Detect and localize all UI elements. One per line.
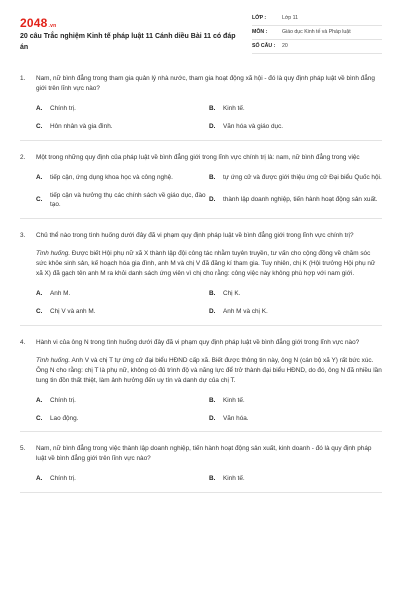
option-letter: B. bbox=[209, 104, 216, 112]
situation-label: Tình huống. bbox=[36, 250, 71, 258]
meta-label: SỐ CÂU : bbox=[252, 43, 276, 50]
option-letter: D. bbox=[209, 122, 216, 130]
option-letter: A. bbox=[36, 396, 43, 404]
option-text: Kinh tế. bbox=[223, 396, 245, 404]
option-text: tự ứng cử và được giới thiệu ứng cử Đại biểu Quốc hội. bbox=[223, 173, 382, 181]
meta-value[interactable]: Giáo dục Kinh tế và Pháp luật bbox=[282, 29, 351, 36]
question-number: 2. bbox=[20, 153, 26, 161]
page-header bbox=[20, 12, 382, 58]
answer-option[interactable] bbox=[36, 173, 209, 183]
answer-option[interactable] bbox=[209, 474, 382, 484]
option-letter: A. bbox=[36, 290, 43, 298]
option-text: Văn hóa và giáo dục. bbox=[223, 122, 284, 130]
meta-label: MÔN : bbox=[252, 29, 268, 36]
option-letter: A. bbox=[36, 475, 43, 483]
answer-options bbox=[20, 173, 382, 211]
answer-option[interactable] bbox=[36, 289, 209, 299]
answer-option[interactable] bbox=[209, 396, 382, 406]
question-text: Một trong những quy định của pháp luật về bình đẳng giới trong lĩnh vực chính trị là: nam, nữ bình đẳng trong việc bbox=[36, 153, 360, 161]
question-text: Chủ thể nào trong tình huống dưới đây đã vi phạm quy định pháp luật về bình đẳng giới trong lĩnh vực chính trị? bbox=[36, 232, 354, 240]
option-text: Chị K. bbox=[223, 290, 241, 298]
situation-body: Anh V và chị T tự ứng cử đại biểu HĐND cấp xã. Biết được thông tin này, ông N (cán bộ xã Y) rất bức xúc. Ông N cho rằng: chị T là phụ nữ, không có đủ trình độ và năng lực để trở thành đại biểu HĐND, do đó, ông N đã nhiều lần tung tin đồn thất thiệt, làm ảnh hưởng đến uy tín và danh dự của chị T. bbox=[36, 356, 382, 384]
question-item bbox=[20, 444, 382, 493]
option-text: Chính trị. bbox=[50, 475, 76, 483]
option-letter: B. bbox=[209, 396, 216, 404]
answer-options bbox=[20, 474, 382, 484]
option-letter: C. bbox=[36, 122, 43, 130]
option-text: Kinh tế. bbox=[223, 475, 245, 483]
situation-body: Được biết Hội phụ nữ xã X thành lập đội công tác nhằm tuyên truyền, tư vấn cho cộng đồng về chăm sóc sức khỏe sinh sản, kế hoạch hóa gia đình, anh M và chị V đã đăng kí tham gia. Tuy nhiên, chị K (Hội trưởng Hội phụ nữ xã X) đã gạch tên anh M ra khỏi danh sách ứng viên vì chị cho rằng: công việc này không phù hợp với nam giới. bbox=[36, 250, 376, 278]
option-text: tiếp cận và hưởng thụ các chính sách về giáo dục, đào tạo. bbox=[50, 191, 206, 209]
question-item bbox=[20, 231, 382, 326]
answer-options bbox=[20, 104, 382, 132]
answer-option[interactable] bbox=[209, 307, 382, 317]
situation-text bbox=[20, 356, 382, 386]
option-letter: D. bbox=[209, 307, 216, 315]
option-letter: D. bbox=[209, 414, 216, 422]
meta-row-class bbox=[252, 12, 382, 26]
answer-option[interactable] bbox=[209, 289, 382, 299]
question-item bbox=[20, 153, 382, 220]
page-title: 20 câu Trắc nghiệm Kinh tế pháp luật 11 Cánh diều Bài 11 có đáp án bbox=[20, 33, 236, 51]
meta-row-subject bbox=[252, 26, 382, 40]
option-letter: A. bbox=[36, 104, 43, 112]
option-letter: C. bbox=[36, 196, 43, 204]
option-text: Chị V và anh M. bbox=[50, 307, 96, 315]
answer-options bbox=[20, 289, 382, 317]
question-number: 3. bbox=[20, 232, 26, 240]
question-item bbox=[20, 74, 382, 141]
option-letter: B. bbox=[209, 475, 216, 483]
answer-option[interactable] bbox=[209, 414, 382, 424]
option-text: Kinh tế. bbox=[223, 104, 245, 112]
question-text: Hành vi của ông N trong tình huống dưới đây đã vi phạm quy định pháp luật về bình đẳng giới trong lĩnh vực nào? bbox=[36, 338, 360, 346]
answer-option[interactable] bbox=[36, 307, 209, 317]
meta-label: LỚP : bbox=[252, 15, 267, 22]
question-number: 1. bbox=[20, 75, 26, 82]
question-item bbox=[20, 338, 382, 433]
question-list bbox=[20, 74, 382, 505]
logo-text: 2048 bbox=[20, 16, 48, 30]
question-text: Nam, nữ bình đẳng trong tham gia quản lý nhà nước, tham gia hoạt động xã hội - đó là quy định pháp luật về bình đẳng giới trên lĩnh vực nào? bbox=[36, 75, 375, 92]
option-letter: D. bbox=[209, 196, 216, 204]
option-text: Anh M và chị K. bbox=[223, 307, 268, 315]
situation-text bbox=[20, 249, 382, 279]
option-text: Lao động. bbox=[50, 414, 79, 422]
answer-options bbox=[20, 396, 382, 424]
option-text: tiếp cận, ứng dụng khoa học và công nghệ. bbox=[50, 173, 173, 181]
site-logo[interactable] bbox=[20, 14, 56, 33]
question-number: 4. bbox=[20, 338, 26, 346]
option-text: Chính trị. bbox=[50, 104, 76, 112]
answer-option[interactable] bbox=[36, 414, 209, 424]
question-number: 5. bbox=[20, 445, 26, 453]
option-letter: C. bbox=[36, 414, 43, 422]
answer-option[interactable] bbox=[209, 191, 382, 211]
answer-option[interactable] bbox=[36, 396, 209, 406]
option-letter: B. bbox=[209, 173, 216, 181]
meta-row-count bbox=[252, 40, 382, 54]
meta-info-table bbox=[252, 12, 382, 54]
option-text: Chính trị. bbox=[50, 396, 76, 404]
option-letter: C. bbox=[36, 307, 43, 315]
meta-value[interactable]: Lớp 11 bbox=[282, 15, 298, 22]
option-text: Văn hóa. bbox=[223, 414, 249, 422]
situation-label: Tình huống. bbox=[36, 356, 71, 364]
answer-option[interactable] bbox=[36, 191, 209, 211]
option-text: Anh M. bbox=[50, 290, 71, 298]
option-text: thành lập doanh nghiệp, tiến hành hoạt động sản xuất. bbox=[223, 196, 378, 204]
logo-suffix: .vn bbox=[48, 23, 57, 29]
answer-option[interactable] bbox=[209, 173, 382, 183]
answer-option[interactable] bbox=[36, 474, 209, 484]
option-letter: A. bbox=[36, 173, 43, 181]
answer-option[interactable] bbox=[36, 104, 209, 114]
option-letter: B. bbox=[209, 290, 216, 298]
option-text: Hôn nhân và gia đình. bbox=[50, 122, 113, 130]
answer-option[interactable] bbox=[209, 104, 382, 114]
question-text: Nam, nữ bình đẳng trong việc thành lập doanh nghiệp, tiến hành hoạt động sản xuất, kinh doanh - đó là quy định pháp luật về bình đẳng giới trên lĩnh vực nào? bbox=[36, 445, 372, 463]
answer-option[interactable] bbox=[36, 122, 209, 132]
meta-value: 20 bbox=[282, 43, 288, 50]
answer-option[interactable] bbox=[209, 122, 382, 132]
